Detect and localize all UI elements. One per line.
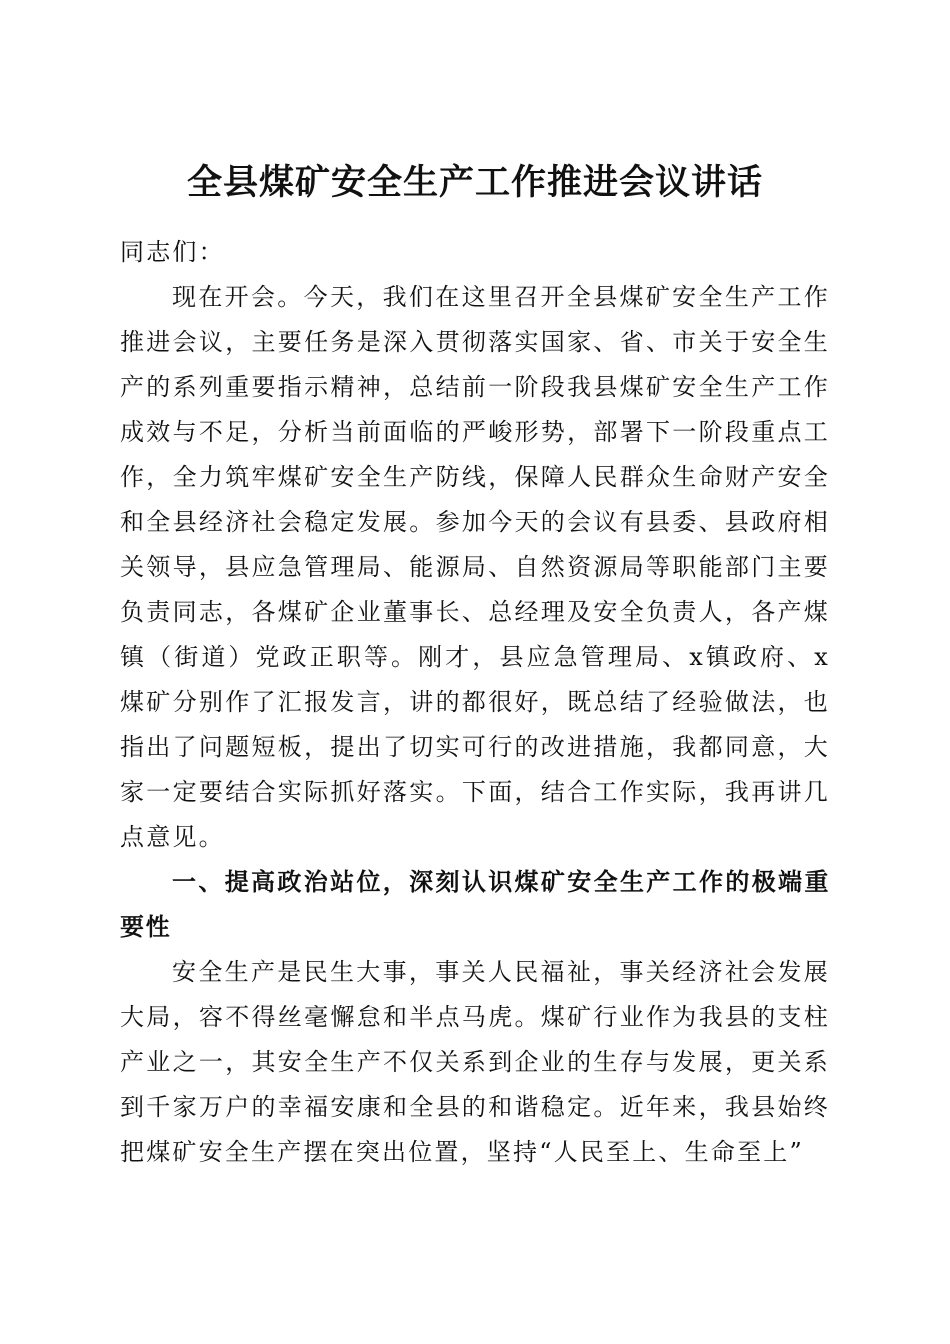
section-paragraph: 安全生产是民生大事，事关人民福祉，事关经济社会发展大局，容不得丝毫懈怠和半点马虎。煤矿行业作为我县的支柱产业之一，其安全生产不仅关系到企业的生存与发展，更关系到千家万户的幸福安康和全县的和谐稳定。近年来，我县始终把煤矿安全生产摆在突出位置，坚持“人民至上、生命至上”	[120, 958, 830, 1166]
document-title: 全县煤矿安全生产工作推进会议讲话	[186, 163, 763, 204]
document-body	[120, 230, 830, 1175]
opening-paragraph: 现在开会。今天，我们在这里召开全县煤矿安全生产工作推进会议，主要任务是深入贯彻落实国家、省、市关于安全生产的系列重要指示精神，总结前一阶段我县煤矿安全生产工作成效与不足，分析当前面临的严峻形势，部署下一阶段重点工作，全力筑牢煤矿安全生产防线，保障人民群众生命财产安全和全县经济社会稳定发展。参加今天的会议有县委、县政府相关领导，县应急管理局、能源局、自然资源局等职能部门主要负责同志，各煤矿企业董事长、总经理及安全负责人，各产煤镇（街道）党政正职等。刚才，县应急管理局、x镇政府、x煤矿分别作了汇报发言，讲的都很好，既总结了经验做法，也指出了问题短板，提出了切实可行的改进措施，我都同意，大家一定要结合实际抓好落实。下面，结合工作实际，我再讲几点意见。	[120, 283, 830, 851]
salutation: 同志们：	[120, 238, 225, 266]
section-heading: 一、提高政治站位，深刻认识煤矿安全生产工作的极端重要性	[120, 868, 830, 941]
